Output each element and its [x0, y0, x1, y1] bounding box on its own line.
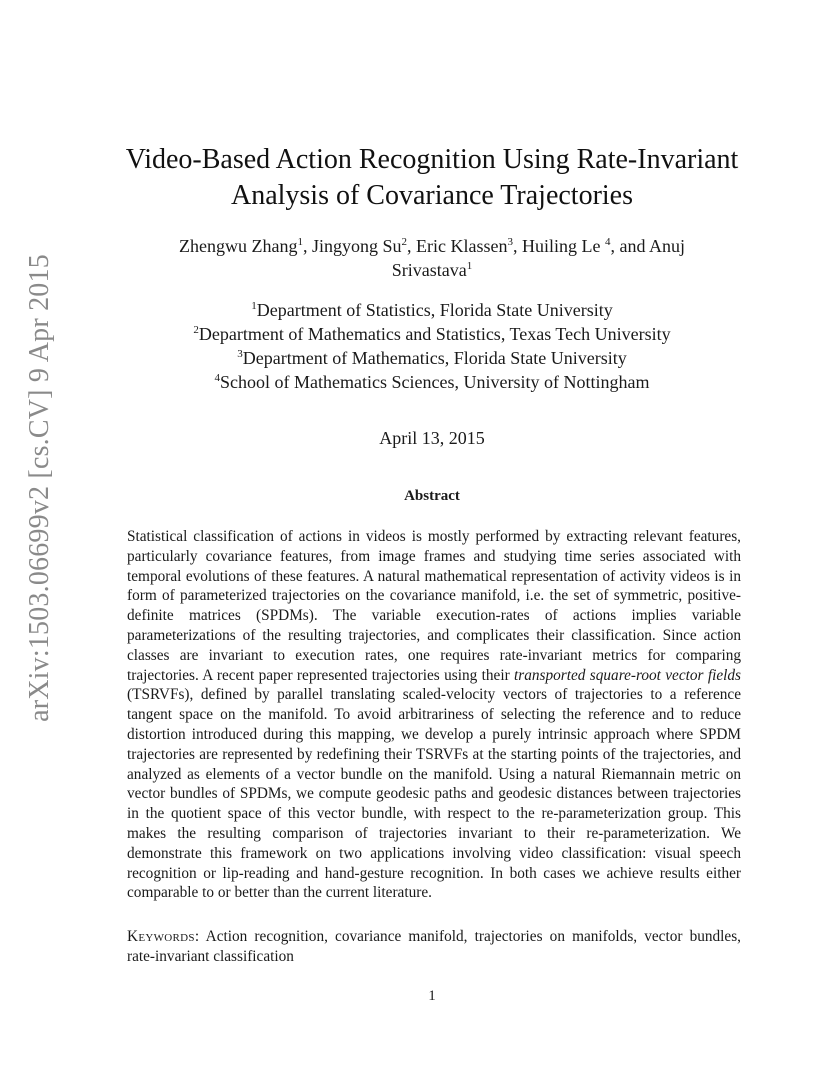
affiliation-item	[100, 298, 764, 322]
abstract-emphasis: transported square-root vector fields	[514, 666, 741, 684]
affiliation-item	[100, 370, 764, 394]
title-line-1: Video-Based Action Recognition Using Rate-Invariant	[125, 144, 739, 175]
affiliation-item	[100, 346, 764, 370]
abstract-heading: Abstract	[404, 488, 460, 504]
abstract-body	[127, 527, 741, 903]
author-affiliation-mark: 1	[297, 236, 303, 248]
title-line-2: Analysis of Covariance Trajectories	[230, 180, 634, 211]
author-affiliation-mark: 1	[466, 260, 473, 272]
author-affiliation-mark: 4	[604, 236, 611, 248]
affiliation-mark: 3	[237, 348, 243, 360]
author-separator: , and Anuj	[610, 236, 685, 256]
publication-date: April 13, 2015	[379, 428, 485, 448]
author-name: Eric Klassen	[416, 236, 508, 256]
abstract-text-part-1: Statistical classification of actions in videos is mostly performed by extracting relevant features, particularly covariance features, from image frames and studying time series associated with temporal evolutions of these features. A natural mathematical representation of activity videos is in form of parameterized trajectories on the covariance manifold, i.e. the set of symmetric, positive-definite matrices (SPDMs). The variable execution-rates of actions implies variable parameterizations of the resulting trajectories, and complicates their classification. Since action classes are invariant to execution rates, one requires rate-invariant metrics for comparing trajectories. A recent paper represented trajectories using their	[127, 528, 741, 684]
author-list	[100, 234, 764, 282]
affiliation-mark: 2	[193, 324, 199, 336]
author-separator: ,	[407, 236, 417, 256]
author-line-1	[100, 234, 764, 258]
author-name: Zhengwu Zhang	[179, 236, 298, 256]
affiliation-mark: 4	[214, 372, 221, 384]
paper-title	[100, 142, 764, 214]
author-name: Srivastava	[391, 260, 467, 280]
keywords-text: Action recognition, covariance manifold, trajectories on manifolds, vector bundles, rate-invariant classification	[127, 928, 741, 965]
author-affiliation-mark: 2	[401, 236, 408, 248]
affiliation-text: School of Mathematics Sciences, University of Nottingham	[220, 372, 650, 392]
affiliation-text: Department of Mathematics and Statistics, Texas Tech University	[198, 324, 671, 344]
author-name: Jingyong Su	[311, 236, 402, 256]
author-affiliation-mark: 3	[507, 236, 513, 248]
arxiv-identifier: arXiv:1503.06699v2 [cs.CV] 9 Apr 2015	[24, 254, 55, 722]
affiliation-text: Department of Statistics, Florida State University	[256, 300, 613, 320]
affiliation-text: Department of Mathematics, Florida State University	[242, 348, 627, 368]
abstract-text-part-2: (TSRVFs), defined by parallel translating scaled-velocity vectors of trajectories to a reference tangent space on the manifold. To avoid arbitrariness of selecting the reference and to reduce distortion introduced during this mapping, we develop a purely intrinsic approach where SPDM trajectories are represented by redefining their TSRVFs at the starting points of the trajectories, and analyzed as elements of a vector bundle on the manifold. Using a natural Riemannain metric on vector bundles of SPDMs, we compute geodesic paths and geodesic distances between trajectories in the quotient space of this vector bundle, with respect to the re-parameterization group. This makes the resulting comparison of trajectories invariant to their re-parameterization. We demonstrate this framework on two applications involving video classification: visual speech recognition or lip-reading and hand-gesture recognition. In both cases we achieve results either comparable to or better than the current literature.	[127, 686, 741, 902]
keywords-section	[127, 927, 741, 967]
author-separator: ,	[302, 236, 312, 256]
author-line-2	[100, 258, 764, 282]
author-separator: ,	[512, 236, 522, 256]
keywords-label: Keywords:	[127, 928, 200, 945]
affiliation-mark: 1	[251, 300, 257, 312]
affiliation-item	[100, 322, 764, 346]
author-name: Huiling Le	[521, 236, 605, 256]
page-number: 1	[428, 988, 436, 1004]
arxiv-sidebar	[10, 254, 70, 722]
affiliation-list	[100, 298, 764, 394]
